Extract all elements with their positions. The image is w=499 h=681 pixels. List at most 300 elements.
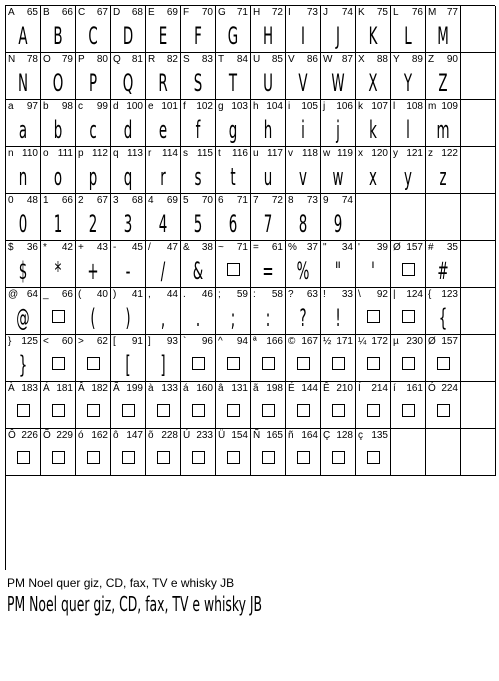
glyph-cell <box>426 53 461 100</box>
glyph-code-label: 62 <box>96 336 108 347</box>
missing-glyph-box <box>52 404 65 417</box>
glyph-char-label: h <box>253 101 259 112</box>
glyph-sample: - <box>125 257 131 285</box>
glyph-cell <box>426 241 461 288</box>
glyph-char-label: n <box>8 148 14 159</box>
glyph-cell <box>321 100 356 147</box>
glyph-char-label: ó <box>78 430 84 441</box>
glyph-cell <box>146 147 181 194</box>
glyph-code-label: 108 <box>406 101 423 112</box>
missing-glyph-box <box>437 404 450 417</box>
glyph-cell <box>321 382 356 429</box>
glyph-sample: ! <box>335 304 341 332</box>
glyph-cell <box>76 147 111 194</box>
glyph-sample: z <box>439 163 447 191</box>
glyph-code-label: 72 <box>271 195 283 206</box>
glyph-char-label: ? <box>288 289 294 300</box>
glyph-cell <box>461 194 496 241</box>
missing-glyph-box <box>122 404 135 417</box>
glyph-char-label: m <box>428 101 437 112</box>
glyph-char-label: T <box>218 54 225 65</box>
glyph-char-label: / <box>148 242 151 253</box>
missing-glyph-box <box>367 310 380 323</box>
glyph-char-label: 1 <box>43 195 49 206</box>
glyph-cell <box>461 335 496 382</box>
glyph-sample: g <box>228 116 238 144</box>
glyph-code-label: 78 <box>26 54 38 65</box>
glyph-char-label: â <box>218 383 224 394</box>
glyph-char-label: ] <box>148 336 151 347</box>
glyph-code-label: 103 <box>231 101 248 112</box>
glyph-code-label: 96 <box>201 336 213 347</box>
glyph-cell <box>111 288 146 335</box>
glyph-cell <box>356 100 391 147</box>
glyph-sample: X <box>368 69 378 97</box>
glyph-char-label: N <box>8 54 16 65</box>
glyph-code-label: 164 <box>301 430 318 441</box>
glyph-cell <box>146 382 181 429</box>
glyph-char-label: $ <box>8 242 14 253</box>
glyph-code-label: 41 <box>131 289 143 300</box>
glyph-char-label: ! <box>323 289 326 300</box>
glyph-sample: d <box>123 116 133 144</box>
glyph-code-label: 125 <box>21 336 38 347</box>
glyph-char-label: ã <box>253 383 259 394</box>
glyph-char-label: j <box>323 101 326 112</box>
glyph-code-label: 79 <box>61 54 73 65</box>
glyph-code-label: 65 <box>26 7 38 18</box>
glyph-code-label: 97 <box>26 101 38 112</box>
glyph-cell <box>41 53 76 100</box>
glyph-cell <box>426 6 461 53</box>
glyph-char-label: S <box>183 54 190 65</box>
glyph-sample: # <box>437 257 449 285</box>
missing-glyph-box <box>52 310 65 323</box>
glyph-sample: ; <box>230 304 236 332</box>
glyph-cell <box>461 147 496 194</box>
glyph-sample: S <box>193 69 203 97</box>
glyph-char-label: ' <box>358 242 360 253</box>
glyph-code-label: 69 <box>166 7 178 18</box>
glyph-code-label: 71 <box>236 242 248 253</box>
glyph-sample: b <box>53 116 63 144</box>
glyph-char-label: r <box>148 148 152 159</box>
glyph-sample: % <box>296 257 310 285</box>
glyph-code-label: 99 <box>96 101 108 112</box>
glyph-code-label: 73 <box>306 195 318 206</box>
glyph-cell <box>321 429 356 476</box>
missing-glyph-box <box>17 451 30 464</box>
glyph-cell <box>391 147 426 194</box>
glyph-code-label: 181 <box>56 383 73 394</box>
glyph-char-label: õ <box>148 430 154 441</box>
glyph-code-label: 36 <box>26 242 38 253</box>
glyph-code-label: 33 <box>341 289 353 300</box>
glyph-cell <box>461 288 496 335</box>
glyph-code-label: 67 <box>96 195 108 206</box>
glyph-char-label: ª <box>253 336 257 347</box>
glyph-char-label: ç <box>358 430 363 441</box>
glyph-char-label: Y <box>393 54 400 65</box>
glyph-cell <box>181 194 216 241</box>
glyph-char-label: Ñ <box>253 430 261 441</box>
glyph-char-label: ` <box>183 336 187 347</box>
missing-glyph-box <box>402 263 415 276</box>
glyph-char-label: µ <box>393 336 399 347</box>
glyph-code-label: 102 <box>196 101 213 112</box>
glyph-char-label: Ô <box>8 430 16 441</box>
glyph-char-label: Ó <box>428 383 436 394</box>
glyph-code-label: 171 <box>336 336 353 347</box>
glyph-cell <box>146 100 181 147</box>
glyph-char-label: _ <box>43 289 49 300</box>
glyph-char-label: à <box>148 383 154 394</box>
glyph-cell <box>426 335 461 382</box>
missing-glyph-box <box>297 451 310 464</box>
glyph-char-label: Í <box>358 383 361 394</box>
glyph-char-label: H <box>253 7 261 18</box>
glyph-sample: I <box>301 22 305 50</box>
glyph-sample: ? <box>299 304 307 332</box>
glyph-cell <box>321 194 356 241</box>
glyph-cell <box>356 53 391 100</box>
glyph-char-label: x <box>358 148 363 159</box>
glyph-char-label: y <box>393 148 398 159</box>
glyph-char-label: 5 <box>183 195 189 206</box>
glyph-char-label: P <box>78 54 85 65</box>
glyph-sample: 1 <box>53 210 63 238</box>
glyph-code-label: 233 <box>196 430 213 441</box>
glyph-sample: / <box>160 257 166 285</box>
glyph-code-label: 75 <box>376 7 388 18</box>
glyph-sample: 0 <box>18 210 28 238</box>
glyph-sample: Y <box>403 69 413 97</box>
glyph-cell <box>216 429 251 476</box>
glyph-code-label: 72 <box>271 7 283 18</box>
glyph-code-label: 107 <box>371 101 388 112</box>
glyph-code-label: 69 <box>166 195 178 206</box>
glyph-code-label: 68 <box>131 7 143 18</box>
glyph-sample: , <box>160 304 166 332</box>
glyph-cell <box>41 6 76 53</box>
glyph-code-label: 83 <box>201 54 213 65</box>
glyph-char-label: 4 <box>148 195 154 206</box>
glyph-sample: m <box>436 116 450 144</box>
glyph-sample: H <box>262 22 274 50</box>
glyph-char-label: Ê <box>323 383 330 394</box>
glyph-cell <box>426 382 461 429</box>
glyph-sample: q <box>123 163 133 191</box>
glyph-char-label: Ø <box>428 336 436 347</box>
glyph-sample: 6 <box>228 210 238 238</box>
glyph-cell <box>286 194 321 241</box>
glyph-cell <box>216 288 251 335</box>
glyph-code-label: 131 <box>231 383 248 394</box>
glyph-cell <box>251 53 286 100</box>
glyph-cell <box>41 100 76 147</box>
glyph-sample: T <box>228 69 238 97</box>
glyph-code-label: 224 <box>441 383 458 394</box>
missing-glyph-box <box>402 357 415 370</box>
glyph-char-label: ^ <box>218 336 223 347</box>
glyph-sample: ' <box>371 257 375 285</box>
glyph-cell <box>6 335 41 382</box>
glyph-char-label: V <box>288 54 295 65</box>
glyph-cell <box>41 382 76 429</box>
glyph-cell <box>286 53 321 100</box>
glyph-sample: G <box>227 22 239 50</box>
glyph-sample: @ <box>16 304 30 332</box>
glyph-code-label: 58 <box>271 289 283 300</box>
glyph-code-label: 105 <box>301 101 318 112</box>
glyph-char-label: Õ <box>43 430 51 441</box>
glyph-sample: Q <box>122 69 134 97</box>
missing-glyph-box <box>87 404 100 417</box>
glyph-code-label: 116 <box>232 148 248 159</box>
glyph-char-label: 7 <box>253 195 259 206</box>
glyph-code-label: 74 <box>341 195 353 206</box>
glyph-cell <box>426 100 461 147</box>
glyph-char-label: F <box>183 7 190 18</box>
glyph-cell <box>251 100 286 147</box>
glyph-char-label: d <box>113 101 119 112</box>
glyph-char-label: = <box>253 242 259 253</box>
glyph-cell <box>76 53 111 100</box>
glyph-cell <box>6 194 41 241</box>
glyph-sample: K <box>368 22 378 50</box>
glyph-code-label: 166 <box>266 336 283 347</box>
glyph-code-label: 88 <box>376 54 388 65</box>
glyph-char-label: á <box>183 383 189 394</box>
glyph-cell <box>391 100 426 147</box>
glyph-char-label: a <box>8 101 14 112</box>
missing-glyph-box <box>332 357 345 370</box>
glyph-code-label: 71 <box>236 195 248 206</box>
glyph-char-label: M <box>428 7 437 18</box>
glyph-sample: 2 <box>88 210 98 238</box>
glyph-char-label: ; <box>218 289 221 300</box>
glyph-char-label: u <box>253 148 259 159</box>
glyph-sample: C <box>88 22 98 50</box>
glyph-cell <box>76 100 111 147</box>
missing-glyph-box <box>192 357 205 370</box>
glyph-code-label: 182 <box>91 383 108 394</box>
glyph-sample: F <box>194 22 202 50</box>
glyph-code-label: 82 <box>166 54 178 65</box>
glyph-cell <box>391 429 426 476</box>
glyph-sample: ( <box>90 304 96 332</box>
glyph-code-label: 87 <box>341 54 353 65</box>
glyph-char-label: , <box>148 289 151 300</box>
glyph-cell <box>181 382 216 429</box>
glyph-char-label: Â <box>78 383 85 394</box>
glyph-code-label: 47 <box>166 242 178 253</box>
glyph-char-label: i <box>288 101 291 112</box>
glyph-cell <box>391 241 426 288</box>
glyph-char-label: \ <box>358 289 361 300</box>
missing-glyph-box <box>192 404 205 417</box>
glyph-code-label: 38 <box>201 242 213 253</box>
glyph-char-label: 6 <box>218 195 224 206</box>
glyph-cell <box>356 288 391 335</box>
glyph-code-label: 118 <box>302 148 318 159</box>
glyph-char-label: f <box>183 101 186 112</box>
glyph-cell <box>391 53 426 100</box>
glyph-sample: " <box>334 257 342 285</box>
glyph-char-label: U <box>253 54 261 65</box>
glyph-cell <box>251 241 286 288</box>
glyph-code-label: 109 <box>441 101 458 112</box>
glyph-char-label: o <box>43 148 49 159</box>
glyph-sample: B <box>53 22 63 50</box>
glyph-cell <box>216 6 251 53</box>
glyph-cell <box>181 288 216 335</box>
glyph-sample: p <box>88 163 98 191</box>
glyph-cell <box>356 335 391 382</box>
missing-glyph-box <box>402 310 415 323</box>
glyph-code-label: 90 <box>446 54 458 65</box>
glyph-code-label: 71 <box>236 7 248 18</box>
glyph-cell <box>426 147 461 194</box>
glyph-code-label: 35 <box>446 242 458 253</box>
glyph-char-label: # <box>428 242 434 253</box>
missing-glyph-box <box>402 404 415 417</box>
glyph-sample: * <box>54 257 62 285</box>
glyph-cell <box>6 288 41 335</box>
glyph-char-label: > <box>78 336 84 347</box>
glyph-cell <box>356 6 391 53</box>
glyph-char-label: B <box>43 7 50 18</box>
missing-glyph-box <box>122 451 135 464</box>
glyph-sample: k <box>369 116 377 144</box>
glyph-char-label: " <box>323 242 327 253</box>
glyph-char-label: | <box>393 289 396 300</box>
glyph-char-label: Z <box>428 54 435 65</box>
glyph-code-label: 199 <box>126 383 143 394</box>
glyph-char-label: g <box>218 101 224 112</box>
glyph-cell <box>111 6 146 53</box>
glyph-sample: x <box>369 163 377 191</box>
glyph-sample: V <box>298 69 308 97</box>
glyph-char-label: À <box>8 383 15 394</box>
glyph-char-label: p <box>78 148 84 159</box>
glyph-char-label: C <box>78 7 86 18</box>
glyph-cell <box>391 194 426 241</box>
glyph-cell <box>146 194 181 241</box>
glyph-code-label: 167 <box>301 336 318 347</box>
glyph-cell <box>391 288 426 335</box>
glyph-cell <box>111 382 146 429</box>
sample-text-font: PM Noel quer giz, CD, fax, TV e whisky JB <box>7 592 263 616</box>
glyph-char-label: e <box>148 101 154 112</box>
glyph-code-label: 86 <box>306 54 318 65</box>
missing-glyph-box <box>227 263 240 276</box>
glyph-cell <box>286 335 321 382</box>
glyph-code-label: 66 <box>61 195 73 206</box>
glyph-cell <box>6 100 41 147</box>
missing-glyph-box <box>17 404 30 417</box>
glyph-code-label: 73 <box>306 7 318 18</box>
glyph-cell <box>76 429 111 476</box>
glyph-cell <box>426 194 461 241</box>
glyph-cell <box>216 335 251 382</box>
glyph-char-label: v <box>288 148 293 159</box>
glyph-sample: A <box>18 22 28 50</box>
glyph-char-label: . <box>183 289 186 300</box>
glyph-sample: . <box>195 304 201 332</box>
glyph-cell <box>41 288 76 335</box>
glyph-char-label: q <box>113 148 119 159</box>
glyph-cell <box>216 147 251 194</box>
glyph-code-label: 210 <box>336 383 353 394</box>
glyph-code-label: 144 <box>301 383 318 394</box>
missing-glyph-box <box>262 404 275 417</box>
glyph-cell <box>181 429 216 476</box>
glyph-char-label: Ú <box>183 430 191 441</box>
glyph-char-label: ñ <box>288 430 294 441</box>
glyph-code-label: 115 <box>197 148 213 159</box>
glyph-char-label: & <box>183 242 190 253</box>
glyph-char-label: R <box>148 54 156 65</box>
missing-glyph-box <box>227 357 240 370</box>
glyph-code-label: 165 <box>266 430 283 441</box>
glyph-char-label: © <box>288 336 296 347</box>
glyph-code-label: 46 <box>201 289 213 300</box>
missing-glyph-box <box>262 357 275 370</box>
glyph-cell <box>251 429 286 476</box>
glyph-cell <box>181 241 216 288</box>
glyph-code-label: 92 <box>376 289 388 300</box>
glyph-cell <box>356 382 391 429</box>
glyph-cell <box>111 147 146 194</box>
glyph-code-label: 117 <box>267 148 283 159</box>
glyph-sample: c <box>89 116 97 144</box>
glyph-char-label: 8 <box>288 195 294 206</box>
missing-glyph-box <box>262 451 275 464</box>
glyph-code-label: 161 <box>406 383 423 394</box>
glyph-sample: J <box>336 22 340 50</box>
glyph-sample: 4 <box>158 210 168 238</box>
glyph-cell <box>6 53 41 100</box>
glyph-cell <box>251 288 286 335</box>
glyph-cell <box>461 241 496 288</box>
glyph-sample: [ <box>125 351 131 379</box>
glyph-sample: W <box>331 69 345 97</box>
glyph-char-label: Ø <box>393 242 401 253</box>
glyph-sample: $ <box>18 257 28 285</box>
glyph-code-label: 77 <box>446 7 458 18</box>
glyph-cell <box>76 382 111 429</box>
glyph-sample: w <box>332 163 344 191</box>
missing-glyph-box <box>227 451 240 464</box>
glyph-char-label: [ <box>113 336 116 347</box>
glyph-sample: l <box>406 116 410 144</box>
glyph-sample: 7 <box>263 210 273 238</box>
glyph-cell <box>356 429 391 476</box>
glyph-sample: h <box>263 116 273 144</box>
glyph-cell <box>426 288 461 335</box>
glyph-code-label: 85 <box>271 54 283 65</box>
glyph-char-label: 9 <box>323 195 329 206</box>
glyph-cell <box>321 53 356 100</box>
glyph-sample: j <box>336 116 340 144</box>
glyph-code-label: 119 <box>337 148 353 159</box>
glyph-code-label: 198 <box>266 383 283 394</box>
glyph-cell <box>181 147 216 194</box>
glyph-char-label: I <box>288 7 291 18</box>
glyph-char-label: ¼ <box>358 336 367 347</box>
glyph-char-label: b <box>43 101 49 112</box>
